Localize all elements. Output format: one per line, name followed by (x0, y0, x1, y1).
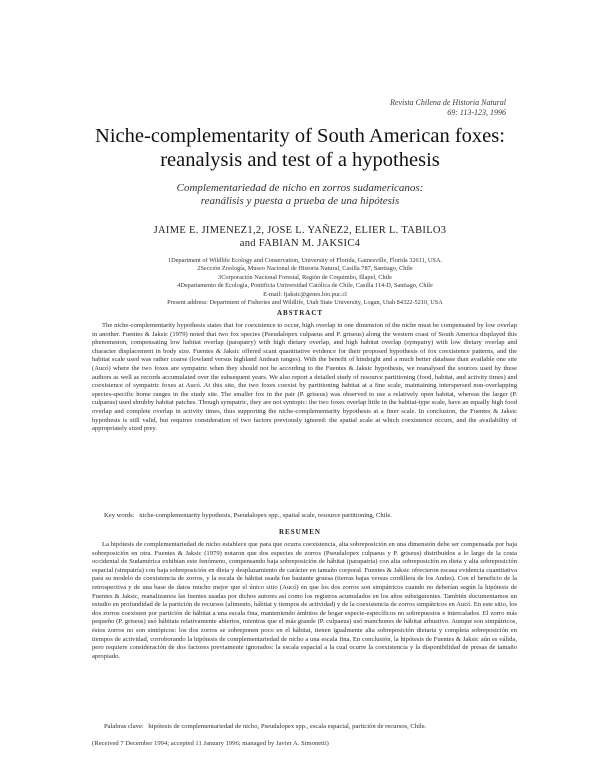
journal-header (390, 98, 506, 118)
journal-name: Revista Chilena de Historia Natural (390, 98, 506, 107)
resumen-body (92, 541, 517, 719)
affiliation-1: 1Department of Wildlife Ecology and Conservation, University of Florida, Gainesville, Florida 32611, USA. (167, 257, 443, 264)
journal-citation: 69: 113-123, 1996 (447, 108, 506, 117)
subtitle-line-2: reanálisis y puesta a prueba de una hipótesis (200, 195, 400, 207)
abstract-paragraph: The niche-complementarity hypothesis states that for coexistence to occur, high overlap in one dimension of the niche must be compensated by low overlap in another. Fuentes & Jaksic (1979) noted that two fox species (Pseudalopex culpaeus and P. griseus) along the western coast of South America displayed this phenomenon, compensating low habitat overlap (parapatry) with high dietary overlap, and high habitat overlap (sympatry) with low dietary overlap and character displacement in body size. Fuentes & Jaksic offered scant quantitative evidence for their proposed hypothesis of fox coexistence patterns, and the habitat scale used was rather coarse (lowland versus highland Andean ranges). With the benefit of hindsight and a much better database than available one site (Aucó) where the two foxes are sympatric when they should not be according to the Fuentes & Jaksic hypothesis, we reanalysed the sources used by these authors as well as records accumulated over the subsequent years. We also report a detailed study of resource partitioning (food, habitat, and activity times) and coexistence of sympatric foxes at Aucó. At this site, the two foxes coexist by partitioning habitat at a fine scale, maintaining interspersed non-overlapping species-specific home ranges in the study site. The smaller fox in the pair (P. griseus) was observed to use a relatively open habitat, whereas the larger (P. culpaeus) used shrubby habitat patches. Though sympatric, they are not syntopic: the two foxes overlap little in the habitat-type scale, have an equally high food overlap and complete overlap in activity times, thus supporting the niche-complementarity hypothesis at a finer scale. In conclusion, the Fuentes & Jaksic hypothesis is still valid, but requires consideration of two factors previously ignored: the spatial scale at which coexistence occurs, and the availability of appropriately sized prey. (92, 322, 517, 433)
affiliations (130, 257, 480, 307)
affiliation-4: 4Departamento de Ecología, Pontificia Universidad Católica de Chile, Casilla 114-D, Santiago, Chile (177, 282, 433, 290)
palabras-clave-text: hipótesis de complementariedad de nicho, Pseudalopex spp., escala espacial, partición de recursos, Chile. (148, 723, 427, 730)
abstract-body (92, 322, 517, 504)
authors-line-2: and FABIAN M. JAKSIC4 (239, 238, 361, 249)
affiliation-3: 3Corporación Nacional Forestal, Región de Coquimbo, Illapel, Chile (218, 273, 392, 281)
authors-line-1: JAIME E. JIMENEZ1,2, JOSE L. YAÑEZ2, ELIER L. TABILO3 (153, 225, 447, 236)
palabras-clave (104, 722, 514, 731)
paper-subtitle (0, 182, 600, 208)
author-list (0, 224, 600, 250)
title-line-2: reanalysis and test of a hypothesis (160, 149, 440, 171)
subtitle-line-1: Complementariedad de nicho en zorros sudamericanos: (176, 182, 424, 194)
keywords (104, 511, 514, 520)
keywords-text: niche-complementarity hypothesis, Pseudalopex spp., spatial scale, resource partitioning, Chile. (139, 512, 392, 519)
keywords-label: Key words: (104, 512, 135, 519)
affiliation-present-address: Present address: Department of Fisheries and Wildlife, Utah State University, Logan, Utah 84322-5210, USA (167, 299, 443, 307)
palabras-clave-label: Palabras clave: (104, 723, 144, 730)
paper-title (0, 124, 600, 172)
affiliation-email: E-mail: fjaksic@genes.bio.puc.cl (263, 290, 347, 298)
affiliation-2: 2Sección Zoología, Museo Nacional de Historia Natural, Casilla 787, Santiago, Chile (197, 265, 413, 273)
abstract-heading: ABSTRACT (276, 309, 324, 317)
received-note: (Received 7 December 1994; accepted 11 January 1996; managed by Javier A. Simonetti) (92, 740, 329, 747)
resumen-heading: RESUMEN (278, 528, 321, 536)
title-line-1: Niche-complementarity of South American foxes: (95, 125, 505, 147)
resumen-paragraph: La hipótesis de complementariedad de nicho establece que para que ocurra coexistencia, alta sobreposición en una dimensión debe ser compensada por baja sobreposición en otra. Fuentes & Jaksic (1979) notaron que dos especies de zorros (Pseudalopex culpaeus y P. griseus) distribuidos a lo largo de la costa occidental de Sudamérica exhibían este fenómeno, compensando baja sobreposición de hábitat (parapatría) con alta sobreposición en dieta y alta sobreposición espacial (simpatría) con baja sobreposición en dieta y desplazamiento de carácter en tamaño corporal. Fuentes & Jaksic ofrecieron escasa evidencia cuantitativa para su modelo de coexistencia de zorros, y la escala de hábitat usada fue bastante gruesa (tierras bajas versus cordillera de los Andes). Con el beneficio de la retrospectiva y de una base de datos mucho mejor que el único sitio (Aucó) en que los dos zorros son simpátricos cuando no deberían según la hipótesis de Fuentes & Jaksic, reanalizamos las fuentes usadas por dichos autores así como los registros acumulados en los años subsiguientes. También documentamos un estudio en profundidad de la partición de recursos (alimento, hábitat y tiempos de actividad) y de la coexistencia de zorros simpátricos en Aucó. En este sitio, los dos zorros coexisten por partición de hábitat a una escala fina, manteniendo ámbitos de hogar especie-específicos no sobrepuestos e intercalados. El zorro más pequeño (P. griseus) usó hábitats relativamente abiertos, mientras que el más grande (P. culpaeus) usó manchones de hábitat arbustivo. Aunque son simpátricos, éstos zorros no son sintópicos: los dos zorros se sobreponen poco en el hábitat, tienen igualmente alta sobreposición dietaria y completa sobreposición en tiempos de actividad, corroborando la hipótesis de complementariedad de nicho a una escala fina. En conclusión, la hipótesis de Fuentes & Jaksic aún es válida, pero requiere consideración de dos factores previamente ignorados: la escala espacial a la cual ocurre la coexistencia y la disponibilidad de presas de tamaño apropiado. (92, 541, 517, 660)
